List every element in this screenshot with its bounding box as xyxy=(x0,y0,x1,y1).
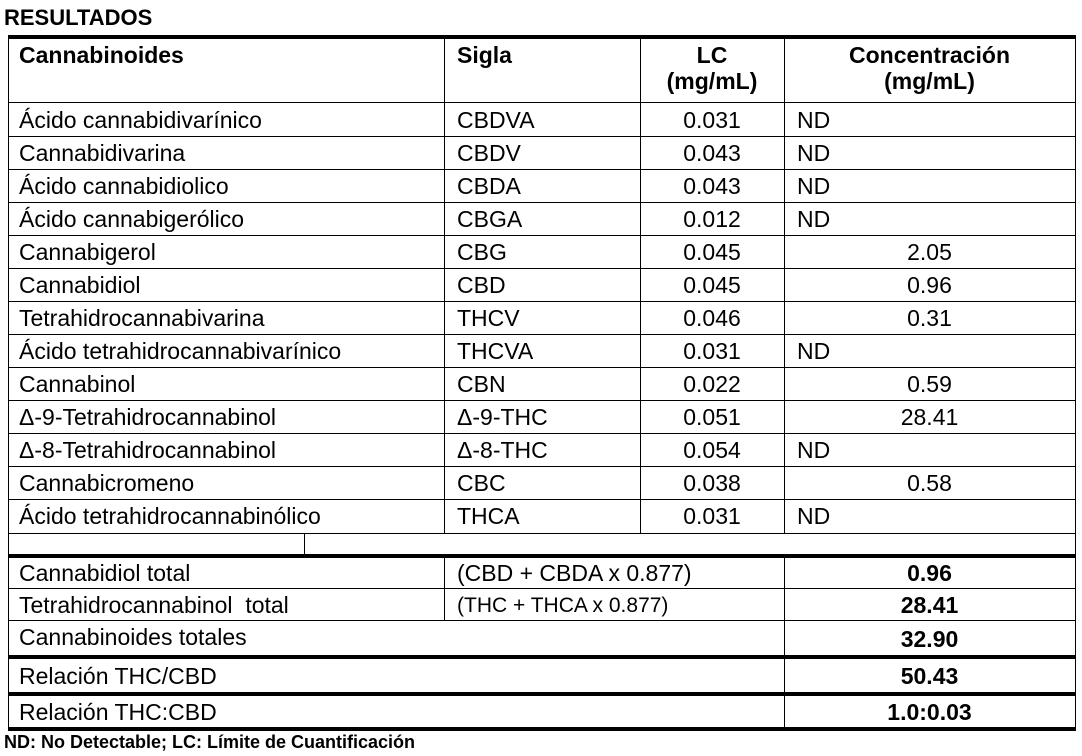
sigla-cell: CBC xyxy=(457,470,506,496)
cannabinoid-name: Ácido tetrahidrocannabivarínico xyxy=(19,338,342,364)
cannabinoid-name: Ácido cannabidivarínico xyxy=(19,107,262,133)
sigla-cell: THCA xyxy=(457,503,520,529)
summary-value: 50.43 xyxy=(900,663,959,689)
concentration-cell: ND xyxy=(797,173,831,199)
table-right-border xyxy=(1075,35,1076,731)
table-top-border xyxy=(8,35,1076,39)
header-bottom-border xyxy=(8,102,1076,103)
footnote: ND: No Detectable; LC: Límite de Cuantificación xyxy=(4,732,416,752)
sigla-cell: THCV xyxy=(457,305,520,331)
table-left-border xyxy=(8,35,9,731)
results-title: RESULTADOS xyxy=(4,5,153,30)
concentration-cell: ND xyxy=(797,140,831,166)
summary-divider xyxy=(8,692,1076,696)
row-divider xyxy=(8,433,1076,434)
sigla-cell: CBN xyxy=(457,371,506,397)
concentration-cell: ND xyxy=(797,503,831,529)
row-divider xyxy=(8,499,1076,500)
lc-cell: 0.043 xyxy=(683,140,741,166)
sigla-cell: CBDA xyxy=(457,173,521,199)
summary-divider xyxy=(8,620,1076,621)
row-divider xyxy=(8,235,1076,236)
concentration-cell: 0.58 xyxy=(907,470,952,496)
concentration-cell: 0.31 xyxy=(907,305,952,331)
summary-formula: (CBD + CBDA x 0.877) xyxy=(457,560,692,586)
lc-cell: 0.054 xyxy=(683,437,741,463)
cannabinoid-name: Cannabigerol xyxy=(19,239,156,265)
summary-label: Tetrahidrocannabinol total xyxy=(19,592,289,618)
row-divider xyxy=(8,202,1076,203)
cannabinoid-name: Cannabidivarina xyxy=(19,140,186,166)
header-conc-line2: (mg/mL) xyxy=(884,68,975,94)
lc-cell: 0.031 xyxy=(683,503,741,529)
concentration-cell: ND xyxy=(797,437,831,463)
sigla-cell: CBG xyxy=(457,239,507,265)
lc-cell: 0.043 xyxy=(683,173,741,199)
header-lc xyxy=(640,42,784,94)
header-cannabinoids: Cannabinoides xyxy=(19,42,184,68)
concentration-cell: 0.96 xyxy=(907,272,952,298)
concentration-cell: ND xyxy=(797,206,831,232)
row-divider xyxy=(8,169,1076,170)
summary-divider xyxy=(8,588,1076,589)
concentration-cell: 0.59 xyxy=(907,371,952,397)
concentration-cell: 28.41 xyxy=(900,404,959,430)
header-conc-line1: Concentración xyxy=(848,42,1011,68)
header-concentration xyxy=(784,42,1075,94)
lc-cell: 0.031 xyxy=(683,107,741,133)
gap-row-top-border xyxy=(8,533,1076,534)
summary-label: Relación THC:CBD xyxy=(19,699,217,725)
header-sigla: Sigla xyxy=(457,42,512,68)
cannabinoid-name: Ácido cannabigerólico xyxy=(19,206,245,232)
lc-cell: 0.038 xyxy=(683,470,741,496)
column-divider xyxy=(444,558,445,620)
summary-formula: (THC + THCA x 0.877) xyxy=(457,594,669,617)
sigla-cell: CBGA xyxy=(457,206,523,232)
summary-value: 32.90 xyxy=(900,626,959,652)
column-divider xyxy=(444,35,445,533)
lc-cell: 0.051 xyxy=(683,404,741,430)
sigla-cell: Δ-9-THC xyxy=(457,404,548,430)
cannabinoid-name: Ácido cannabidiolico xyxy=(19,173,229,199)
summary-value: 28.41 xyxy=(900,592,959,618)
sigla-cell: CBDV xyxy=(457,140,521,166)
cannabinoid-name: Tetrahidrocannabivarina xyxy=(19,305,265,331)
concentration-cell: 2.05 xyxy=(907,239,952,265)
sigla-cell: THCVA xyxy=(457,338,534,364)
lc-cell: 0.045 xyxy=(683,272,741,298)
concentration-cell: ND xyxy=(797,107,831,133)
sigla-cell: CBD xyxy=(457,272,506,298)
cannabinoid-name: Δ-9-Tetrahidrocannabinol xyxy=(19,404,277,430)
cannabinoid-name: Cannabinol xyxy=(19,371,136,397)
row-divider xyxy=(8,367,1076,368)
row-divider xyxy=(8,400,1076,401)
summary-label: Relación THC/CBD xyxy=(19,663,217,689)
lc-cell: 0.046 xyxy=(683,305,741,331)
row-divider xyxy=(8,334,1076,335)
summary-divider xyxy=(8,655,1076,659)
summary-value: 1.0:0.03 xyxy=(887,699,972,725)
header-lc-line1: LC xyxy=(696,42,728,68)
cannabinoid-name: Cannabidiol xyxy=(19,272,141,298)
summary-label: Cannabidiol total xyxy=(19,560,191,586)
cannabinoid-name: Ácido tetrahidrocannabinólico xyxy=(19,503,321,529)
cannabinoid-name: Cannabicromeno xyxy=(19,470,195,496)
row-divider xyxy=(8,268,1076,269)
gap-row-divider xyxy=(304,533,305,555)
row-divider xyxy=(8,466,1076,467)
lc-cell: 0.045 xyxy=(683,239,741,265)
sigla-cell: Δ-8-THC xyxy=(457,437,548,463)
row-divider xyxy=(8,136,1076,137)
concentration-cell: ND xyxy=(797,338,831,364)
summary-value: 0.96 xyxy=(907,560,952,586)
header-lc-line2: (mg/mL) xyxy=(666,68,758,94)
summary-label: Cannabinoides totales xyxy=(19,624,247,650)
lc-cell: 0.031 xyxy=(683,338,741,364)
lc-cell: 0.012 xyxy=(683,206,741,232)
row-divider xyxy=(8,301,1076,302)
sigla-cell: CBDVA xyxy=(457,107,535,133)
cannabinoid-name: Δ-8-Tetrahidrocannabinol xyxy=(19,437,277,463)
gap-row-bottom-border xyxy=(8,554,1076,558)
lc-cell: 0.022 xyxy=(683,371,741,397)
